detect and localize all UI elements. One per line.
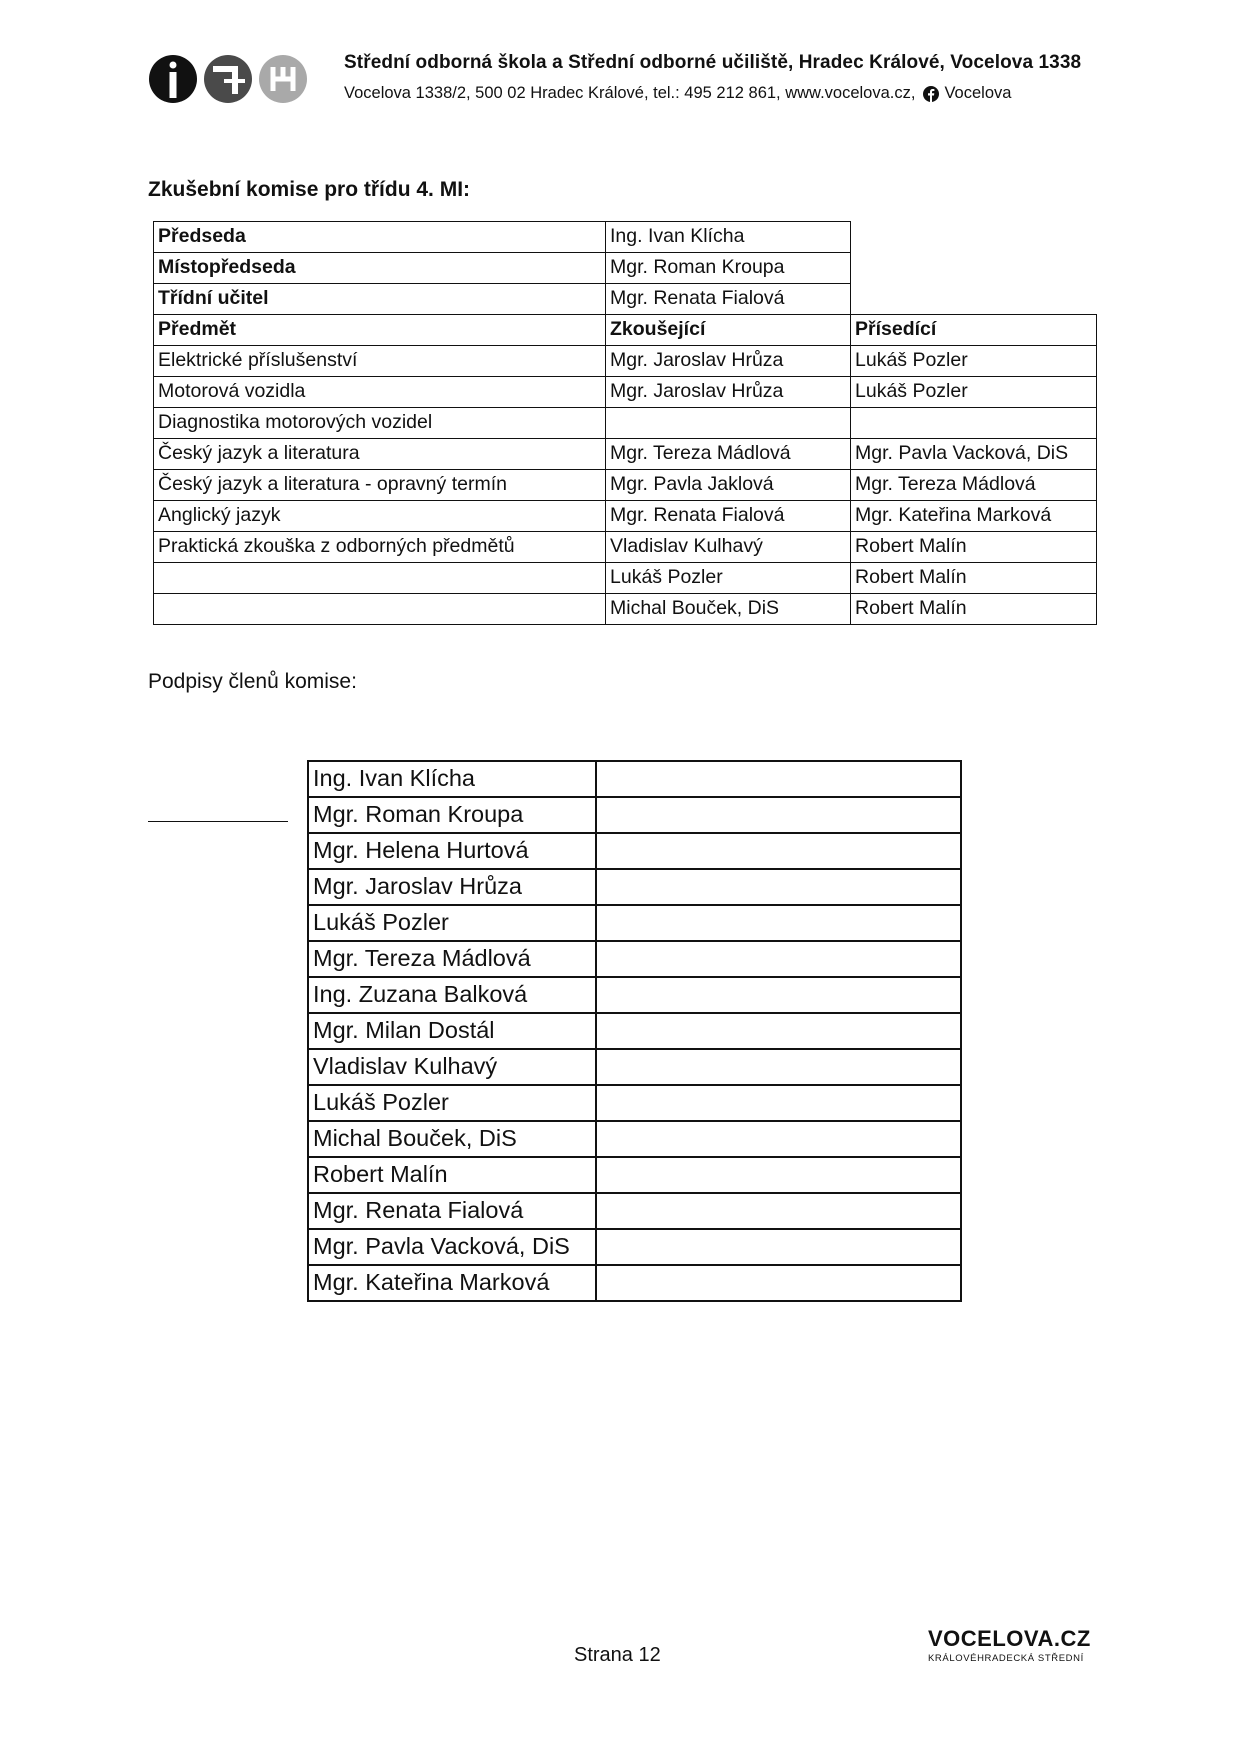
assessor-cell bbox=[851, 408, 1097, 439]
column-header-assessor: Přísedící bbox=[851, 315, 1097, 346]
leader-role: Třídní učitel bbox=[154, 284, 606, 315]
empty-cell bbox=[851, 253, 1097, 284]
column-header-subject: Předmět bbox=[154, 315, 606, 346]
leader-name: Mgr. Renata Fialová bbox=[606, 284, 851, 315]
subject-cell: Český jazyk a literatura bbox=[154, 439, 606, 470]
school-address bbox=[344, 84, 1011, 103]
leader-row bbox=[154, 222, 1097, 253]
signature-row bbox=[308, 1049, 961, 1085]
table-row bbox=[154, 346, 1097, 377]
signatures-table bbox=[307, 760, 962, 1302]
signature-cell bbox=[596, 1121, 961, 1157]
examiner-cell: Mgr. Jaroslav Hrůza bbox=[606, 346, 851, 377]
member-name: Ing. Ivan Klícha bbox=[308, 761, 596, 797]
signature-row bbox=[308, 1157, 961, 1193]
signature-cell bbox=[596, 761, 961, 797]
signature-cell bbox=[596, 1229, 961, 1265]
page-number: Strana 12 bbox=[574, 1644, 661, 1666]
member-name: Ing. Zuzana Balková bbox=[308, 977, 596, 1013]
assessor-cell: Mgr. Tereza Mádlová bbox=[851, 470, 1097, 501]
member-name: Mgr. Kateřina Marková bbox=[308, 1265, 596, 1301]
leader-role: Předseda bbox=[154, 222, 606, 253]
commission-header-row bbox=[154, 315, 1097, 346]
subject-cell: Diagnostika motorových vozidel bbox=[154, 408, 606, 439]
assessor-cell: Lukáš Pozler bbox=[851, 377, 1097, 408]
assessor-cell: Robert Malín bbox=[851, 594, 1097, 625]
member-name: Robert Malín bbox=[308, 1157, 596, 1193]
member-name: Lukáš Pozler bbox=[308, 905, 596, 941]
examiner-cell: Mgr. Pavla Jaklová bbox=[606, 470, 851, 501]
member-name: Mgr. Jaroslav Hrůza bbox=[308, 869, 596, 905]
table-row bbox=[154, 408, 1097, 439]
signature-row bbox=[308, 1013, 961, 1049]
signature-cell bbox=[596, 905, 961, 941]
member-name: Mgr. Helena Hurtová bbox=[308, 833, 596, 869]
school-name: Střední odborná škola a Střední odborné učiliště, Hradec Králové, Vocelova 1338 bbox=[344, 52, 1082, 73]
logo-t-icon bbox=[203, 54, 253, 104]
subject-cell bbox=[154, 594, 606, 625]
subject-cell: Elektrické příslušenství bbox=[154, 346, 606, 377]
signature-cell bbox=[596, 941, 961, 977]
member-name: Lukáš Pozler bbox=[308, 1085, 596, 1121]
member-name: Mgr. Tereza Mádlová bbox=[308, 941, 596, 977]
leader-row bbox=[154, 284, 1097, 315]
signature-cell bbox=[596, 1013, 961, 1049]
signature-row bbox=[308, 1193, 961, 1229]
signature-cell bbox=[596, 1049, 961, 1085]
logo-i-icon bbox=[148, 54, 198, 104]
examiner-cell bbox=[606, 408, 851, 439]
signature-cell bbox=[596, 1157, 961, 1193]
facebook-icon bbox=[923, 86, 939, 102]
address-text: Vocelova 1338/2, 500 02 Hradec Králové, tel.: 495 212 861, www.vocelova.cz, bbox=[344, 84, 916, 102]
signature-row bbox=[308, 1085, 961, 1121]
examiner-cell: Mgr. Renata Fialová bbox=[606, 501, 851, 532]
assessor-cell: Mgr. Kateřina Marková bbox=[851, 501, 1097, 532]
member-name: Mgr. Roman Kroupa bbox=[308, 797, 596, 833]
signature-row bbox=[308, 1121, 961, 1157]
table-row bbox=[154, 470, 1097, 501]
subject-cell: Praktická zkouška z odborných předmětů bbox=[154, 532, 606, 563]
facebook-label: Vocelova bbox=[944, 84, 1012, 102]
member-name: Mgr. Renata Fialová bbox=[308, 1193, 596, 1229]
member-name: Mgr. Milan Dostál bbox=[308, 1013, 596, 1049]
subject-cell: Český jazyk a literatura - opravný termín bbox=[154, 470, 606, 501]
signatures-label: Podpisy členů komise: bbox=[148, 670, 357, 693]
page-header bbox=[148, 50, 1098, 110]
member-name: Vladislav Kulhavý bbox=[308, 1049, 596, 1085]
member-name: Michal Bouček, DiS bbox=[308, 1121, 596, 1157]
leader-row bbox=[154, 253, 1097, 284]
table-row bbox=[154, 594, 1097, 625]
examiner-cell: Vladislav Kulhavý bbox=[606, 532, 851, 563]
empty-cell bbox=[851, 222, 1097, 253]
examiner-cell: Lukáš Pozler bbox=[606, 563, 851, 594]
signature-row bbox=[308, 833, 961, 869]
assessor-cell: Robert Malín bbox=[851, 532, 1097, 563]
member-name: Mgr. Pavla Vacková, DiS bbox=[308, 1229, 596, 1265]
signature-cell bbox=[596, 1085, 961, 1121]
logo-h-icon bbox=[258, 54, 308, 104]
table-row bbox=[154, 532, 1097, 563]
assessor-cell: Lukáš Pozler bbox=[851, 346, 1097, 377]
subject-cell: Anglický jazyk bbox=[154, 501, 606, 532]
signature-row bbox=[308, 941, 961, 977]
empty-cell bbox=[851, 284, 1097, 315]
table-row bbox=[154, 563, 1097, 594]
signature-row bbox=[308, 977, 961, 1013]
signature-cell bbox=[596, 1193, 961, 1229]
signature-row bbox=[308, 869, 961, 905]
signature-cell bbox=[596, 869, 961, 905]
leader-name: Ing. Ivan Klícha bbox=[606, 222, 851, 253]
subject-cell bbox=[154, 563, 606, 594]
school-logos bbox=[148, 54, 318, 104]
signature-line bbox=[148, 821, 288, 822]
commission-title: Zkušební komise pro třídu 4. MI: bbox=[148, 178, 471, 201]
table-row bbox=[154, 377, 1097, 408]
signature-cell bbox=[596, 833, 961, 869]
footer-brand-logo bbox=[928, 1626, 1098, 1664]
examiner-cell: Michal Bouček, DiS bbox=[606, 594, 851, 625]
signature-cell bbox=[596, 977, 961, 1013]
table-row bbox=[154, 501, 1097, 532]
subject-cell: Motorová vozidla bbox=[154, 377, 606, 408]
signature-cell bbox=[596, 797, 961, 833]
signature-row bbox=[308, 1265, 961, 1301]
signature-row bbox=[308, 761, 961, 797]
column-header-examiner: Zkoušející bbox=[606, 315, 851, 346]
commission-table bbox=[153, 221, 1097, 625]
brand-name: VOCELOVA.CZ bbox=[928, 1626, 1091, 1651]
leader-name: Mgr. Roman Kroupa bbox=[606, 253, 851, 284]
assessor-cell: Robert Malín bbox=[851, 563, 1097, 594]
signature-row bbox=[308, 797, 961, 833]
signature-row bbox=[308, 1229, 961, 1265]
examiner-cell: Mgr. Tereza Mádlová bbox=[606, 439, 851, 470]
examiner-cell: Mgr. Jaroslav Hrůza bbox=[606, 377, 851, 408]
signature-cell bbox=[596, 1265, 961, 1301]
assessor-cell: Mgr. Pavla Vacková, DiS bbox=[851, 439, 1097, 470]
leader-role: Místopředseda bbox=[154, 253, 606, 284]
table-row bbox=[154, 439, 1097, 470]
signature-row bbox=[308, 905, 961, 941]
brand-subtitle: KRÁLOVÉHRADECKÁ STŘEDNÍ bbox=[928, 1653, 1084, 1664]
